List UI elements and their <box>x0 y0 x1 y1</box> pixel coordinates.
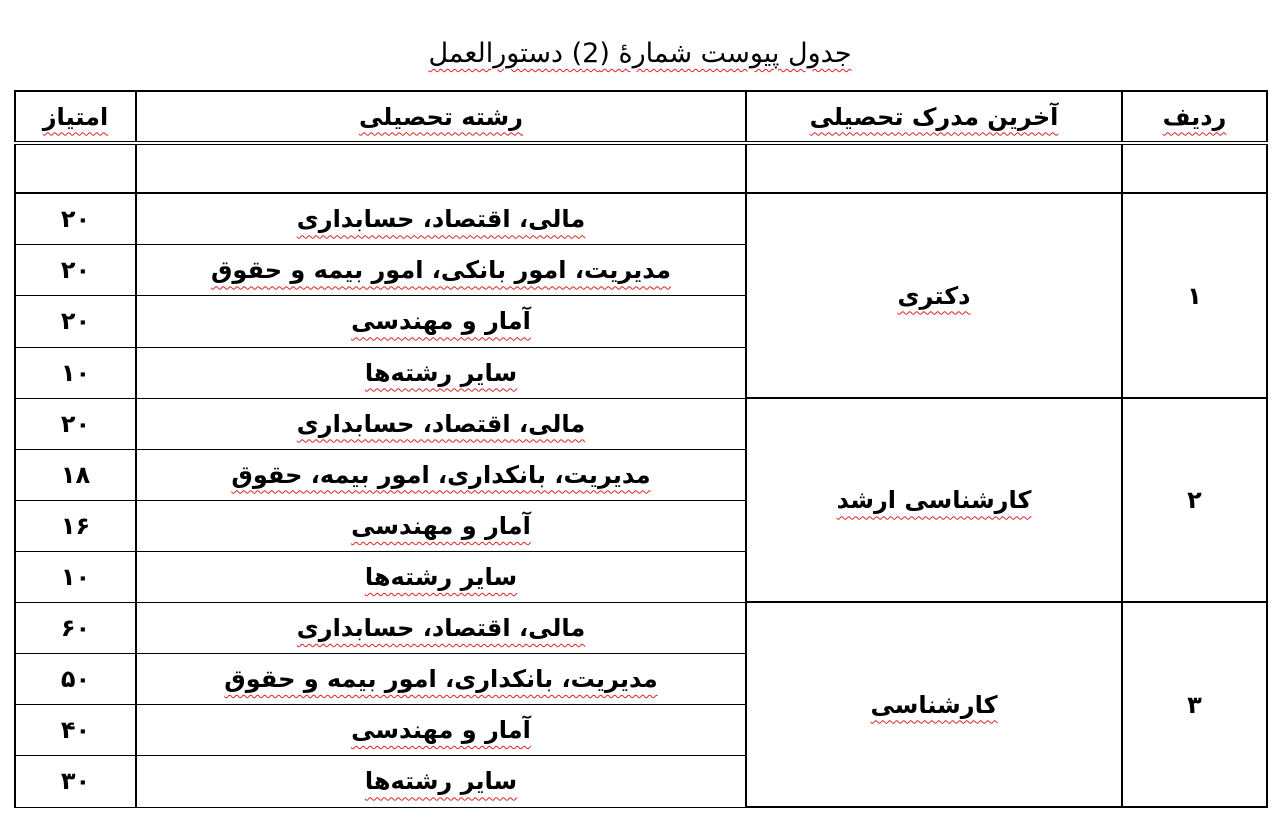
score-value: ۵۰ <box>60 665 91 694</box>
field-cell <box>136 500 746 551</box>
score-value: ۲۰ <box>60 307 91 336</box>
degree-cell <box>746 602 1122 807</box>
field-label: سایر رشته‌ها <box>364 358 518 387</box>
score-value: ۳۰ <box>60 767 91 796</box>
score-cell <box>15 654 136 705</box>
field-cell <box>136 296 746 347</box>
field-cell <box>136 705 746 756</box>
header-cell-row <box>1122 91 1267 143</box>
blank-cell <box>136 143 746 193</box>
score-cell <box>15 602 136 653</box>
score-value: ۶۰ <box>60 614 91 643</box>
table-row <box>15 398 1267 449</box>
degree-label: کارشناسی <box>870 690 998 719</box>
blank-cell <box>1122 143 1267 193</box>
score-value: ۴۰ <box>60 716 91 745</box>
header-row-label: ردیف <box>1162 102 1227 131</box>
field-label: مدیریت، بانکداری، امور بیمه و حقوق <box>224 665 658 694</box>
row-number-cell <box>1122 193 1267 398</box>
field-cell <box>136 193 746 245</box>
degree-label: دکتری <box>897 281 971 310</box>
blank-row <box>15 143 1267 193</box>
field-cell <box>136 347 746 398</box>
degree-cell <box>746 193 1122 398</box>
score-cell <box>15 347 136 398</box>
row-number-cell <box>1122 398 1267 602</box>
score-cell <box>15 398 136 449</box>
field-cell <box>136 449 746 500</box>
score-value: ۱۰ <box>60 562 91 591</box>
score-cell <box>15 449 136 500</box>
score-value: ۱۶ <box>60 511 91 540</box>
score-cell <box>15 705 136 756</box>
table-row <box>15 602 1267 653</box>
score-value: ۲۰ <box>60 205 91 234</box>
header-field-label: رشته تحصیلی <box>359 102 523 131</box>
table-row <box>15 193 1267 245</box>
degree-cell <box>746 398 1122 602</box>
blank-cell <box>746 143 1122 193</box>
row-number-cell <box>1122 602 1267 807</box>
degree-label: کارشناسی ارشد <box>836 486 1032 515</box>
score-value: ۱۰ <box>60 358 91 387</box>
field-cell <box>136 245 746 296</box>
score-value: ۱۸ <box>60 460 91 489</box>
row-number: ۳ <box>1187 690 1202 719</box>
score-cell <box>15 500 136 551</box>
field-cell <box>136 398 746 449</box>
field-label: مالی، اقتصاد، حسابداری <box>296 614 586 643</box>
header-score-label: امتیاز <box>42 102 109 131</box>
field-label: مالی، اقتصاد، حسابداری <box>296 205 586 234</box>
score-cell <box>15 245 136 296</box>
field-label: مدیریت، بانکداری، امور بیمه، حقوق <box>231 460 651 489</box>
header-row <box>15 91 1267 143</box>
document-title-text: جدول پیوست شمارهٔ (2) دستورالعمل <box>428 38 852 69</box>
field-cell <box>136 654 746 705</box>
header-cell-score <box>15 91 136 143</box>
row-number: ۱ <box>1187 281 1202 310</box>
field-label: آمار و مهندسی <box>351 307 531 336</box>
field-label: مدیریت، امور بانکی، امور بیمه و حقوق <box>210 256 672 285</box>
blank-cell <box>15 143 136 193</box>
score-cell <box>15 296 136 347</box>
field-label: آمار و مهندسی <box>351 716 531 745</box>
field-cell <box>136 602 746 653</box>
field-label: مالی، اقتصاد، حسابداری <box>296 409 586 438</box>
score-cell <box>15 193 136 245</box>
score-value: ۲۰ <box>60 256 91 285</box>
header-cell-field <box>136 91 746 143</box>
score-cell <box>15 756 136 807</box>
header-cell-degree <box>746 91 1122 143</box>
field-label: سایر رشته‌ها <box>364 767 518 796</box>
score-value: ۲۰ <box>60 409 91 438</box>
criteria-table <box>14 90 1268 808</box>
field-cell <box>136 551 746 602</box>
document-title <box>0 34 1280 74</box>
field-label: سایر رشته‌ها <box>364 562 518 591</box>
field-label: آمار و مهندسی <box>351 511 531 540</box>
row-number: ۲ <box>1187 486 1202 515</box>
header-degree-label: آخرین مدرک تحصیلی <box>809 102 1059 131</box>
field-cell <box>136 756 746 807</box>
score-cell <box>15 551 136 602</box>
